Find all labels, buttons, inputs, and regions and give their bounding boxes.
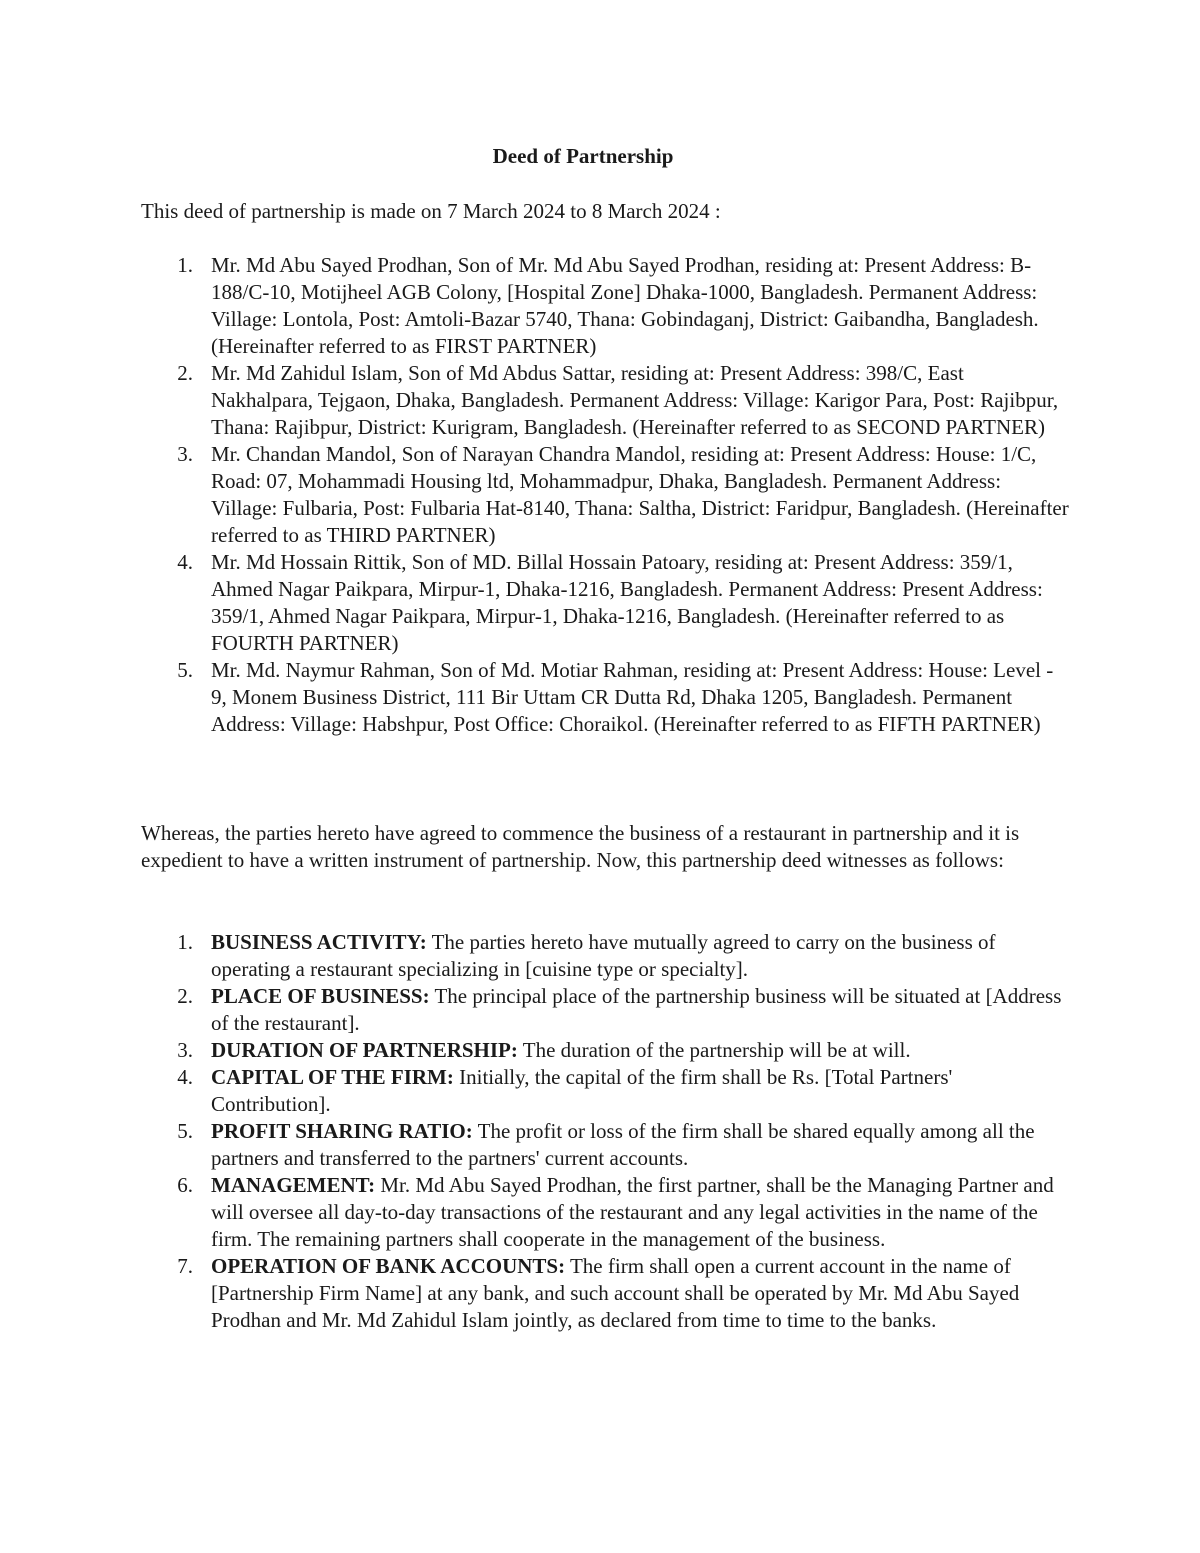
clause-text: The profit or loss of the firm shall be shared equally among all the partners and transferred to the partners' current accounts.: [211, 1119, 1035, 1170]
partner-item: [141, 360, 1071, 441]
list-number: 3.: [177, 1038, 193, 1062]
list-number: 6.: [177, 1173, 193, 1197]
clause-heading: CAPITAL OF THE FIRM:: [211, 1065, 454, 1089]
clause-text: The parties hereto have mutually agreed to carry on the business of operating a restaurant specializing in [cuisine type or specialty].: [211, 930, 996, 981]
partner-text: Mr. Md Zahidul Islam, Son of Md Abdus Sattar, residing at: Present Address: 398/C, East Nakhalpara, Tejgaon, Dhaka, Bangladesh. Permanent Address: Village: Karigor Para, Post: Rajibpur, Thana: Rajibpur, District: Kurigram, Bangladesh. (Hereinafter referred to as SECOND PARTNER): [211, 361, 1059, 439]
clause-heading: BUSINESS ACTIVITY:: [211, 930, 427, 954]
list-number: 2.: [177, 984, 193, 1008]
list-number: 1.: [177, 930, 193, 954]
clause-item: [141, 1037, 1071, 1064]
clause-text: Mr. Md Abu Sayed Prodhan, the first partner, shall be the Managing Partner and will oversee all day-to-day transactions of the restaurant and any legal activities in the name of the firm. The remaining partners shall cooperate in the management of the business.: [211, 1173, 1054, 1251]
list-number: 2.: [177, 361, 193, 385]
partner-text: Mr. Md Hossain Rittik, Son of MD. Billal Hossain Patoary, residing at: Present Address: 359/1, Ahmed Nagar Paikpara, Mirpur-1, Dhaka-1216, Bangladesh. Permanent Address: Present Address: 359/1, Ahmed Nagar Paikpara, Mirpur-1, Dhaka-1216, Bangladesh. (Hereinafter referred to as FOURTH PARTNER): [211, 550, 1043, 655]
document-title: Deed of Partnership: [492, 144, 674, 168]
whereas-paragraph: Whereas, the parties hereto have agreed to commence the business of a restaurant in partnership and it is expedient to have a written instrument of partnership. Now, this partnership deed witnesses as follows:: [141, 821, 1020, 872]
list-number: 7.: [177, 1254, 193, 1278]
partner-text: Mr. Md Abu Sayed Prodhan, Son of Mr. Md Abu Sayed Prodhan, residing at: Present Address: B-188/C-10, Motijheel AGB Colony, [Hospital Zone] Dhaka-1000, Bangladesh. Permanent Address: Village: Lontola, Post: Amtoli-Bazar 5740, Thana: Gobindaganj, District: Gaibandha, Bangladesh. (Hereinafter referred to as FIRST PARTNER): [211, 253, 1039, 358]
clause-item: [141, 1064, 1071, 1118]
clause-text: The firm shall open a current account in the name of [Partnership Firm Name] at any bank, and such account shall be operated by Mr. Md Abu Sayed Prodhan and Mr. Md Zahidul Islam jointly, as declared from time to time to the banks.: [211, 1254, 1020, 1332]
intro-paragraph: This deed of partnership is made on 7 March 2024 to 8 March 2024 :: [141, 199, 721, 223]
clause-item: [141, 1118, 1071, 1172]
clause-text: Initially, the capital of the firm shall be Rs. [Total Partners' Contribution].: [211, 1065, 953, 1116]
list-number: 5.: [177, 658, 193, 682]
clause-text: The principal place of the partnership business will be situated at [Address of the restaurant].: [211, 984, 1062, 1035]
list-number: 4.: [177, 550, 193, 574]
clause-text: The duration of the partnership will be at will.: [517, 1038, 911, 1062]
partner-text: Mr. Chandan Mandol, Son of Narayan Chandra Mandol, residing at: Present Address: House: 1/C, Road: 07, Mohammadi Housing ltd, Mohammadpur, Dhaka, Bangladesh. Permanent Address: Village: Fulbaria, Post: Fulbaria Hat-8140, Thana: Saltha, District: Faridpur, Bangladesh. (Hereinafter referred to as THIRD PARTNER): [211, 442, 1069, 547]
clause-item: [141, 983, 1071, 1037]
clause-item: [141, 1172, 1071, 1253]
partner-item: [141, 252, 1071, 360]
clause-heading: PLACE OF BUSINESS:: [211, 984, 430, 1008]
list-number: 5.: [177, 1119, 193, 1143]
clause-heading: PROFIT SHARING RATIO:: [211, 1119, 473, 1143]
list-number: 4.: [177, 1065, 193, 1089]
clause-heading: OPERATION OF BANK ACCOUNTS:: [211, 1254, 566, 1278]
clause-item: [141, 929, 1071, 983]
list-number: 1.: [177, 253, 193, 277]
list-number: 3.: [177, 442, 193, 466]
clause-heading: MANAGEMENT:: [211, 1173, 376, 1197]
partner-item: [141, 657, 1071, 738]
clause-item: [141, 1253, 1071, 1334]
partner-item: [141, 549, 1071, 657]
clauses-list: [141, 929, 1071, 1334]
partners-list: [141, 252, 1071, 738]
partner-text: Mr. Md. Naymur Rahman, Son of Md. Motiar Rahman, residing at: Present Address: House: Level - 9, Monem Business District, 111 Bir Uttam CR Dutta Rd, Dhaka 1205, Bangladesh. Permanent Address: Village: Habshpur, Post Office: Choraikol. (Hereinafter referred to as FIFTH PARTNER): [211, 658, 1054, 736]
clause-heading: DURATION OF PARTNERSHIP:: [211, 1038, 518, 1062]
partner-item: [141, 441, 1071, 549]
